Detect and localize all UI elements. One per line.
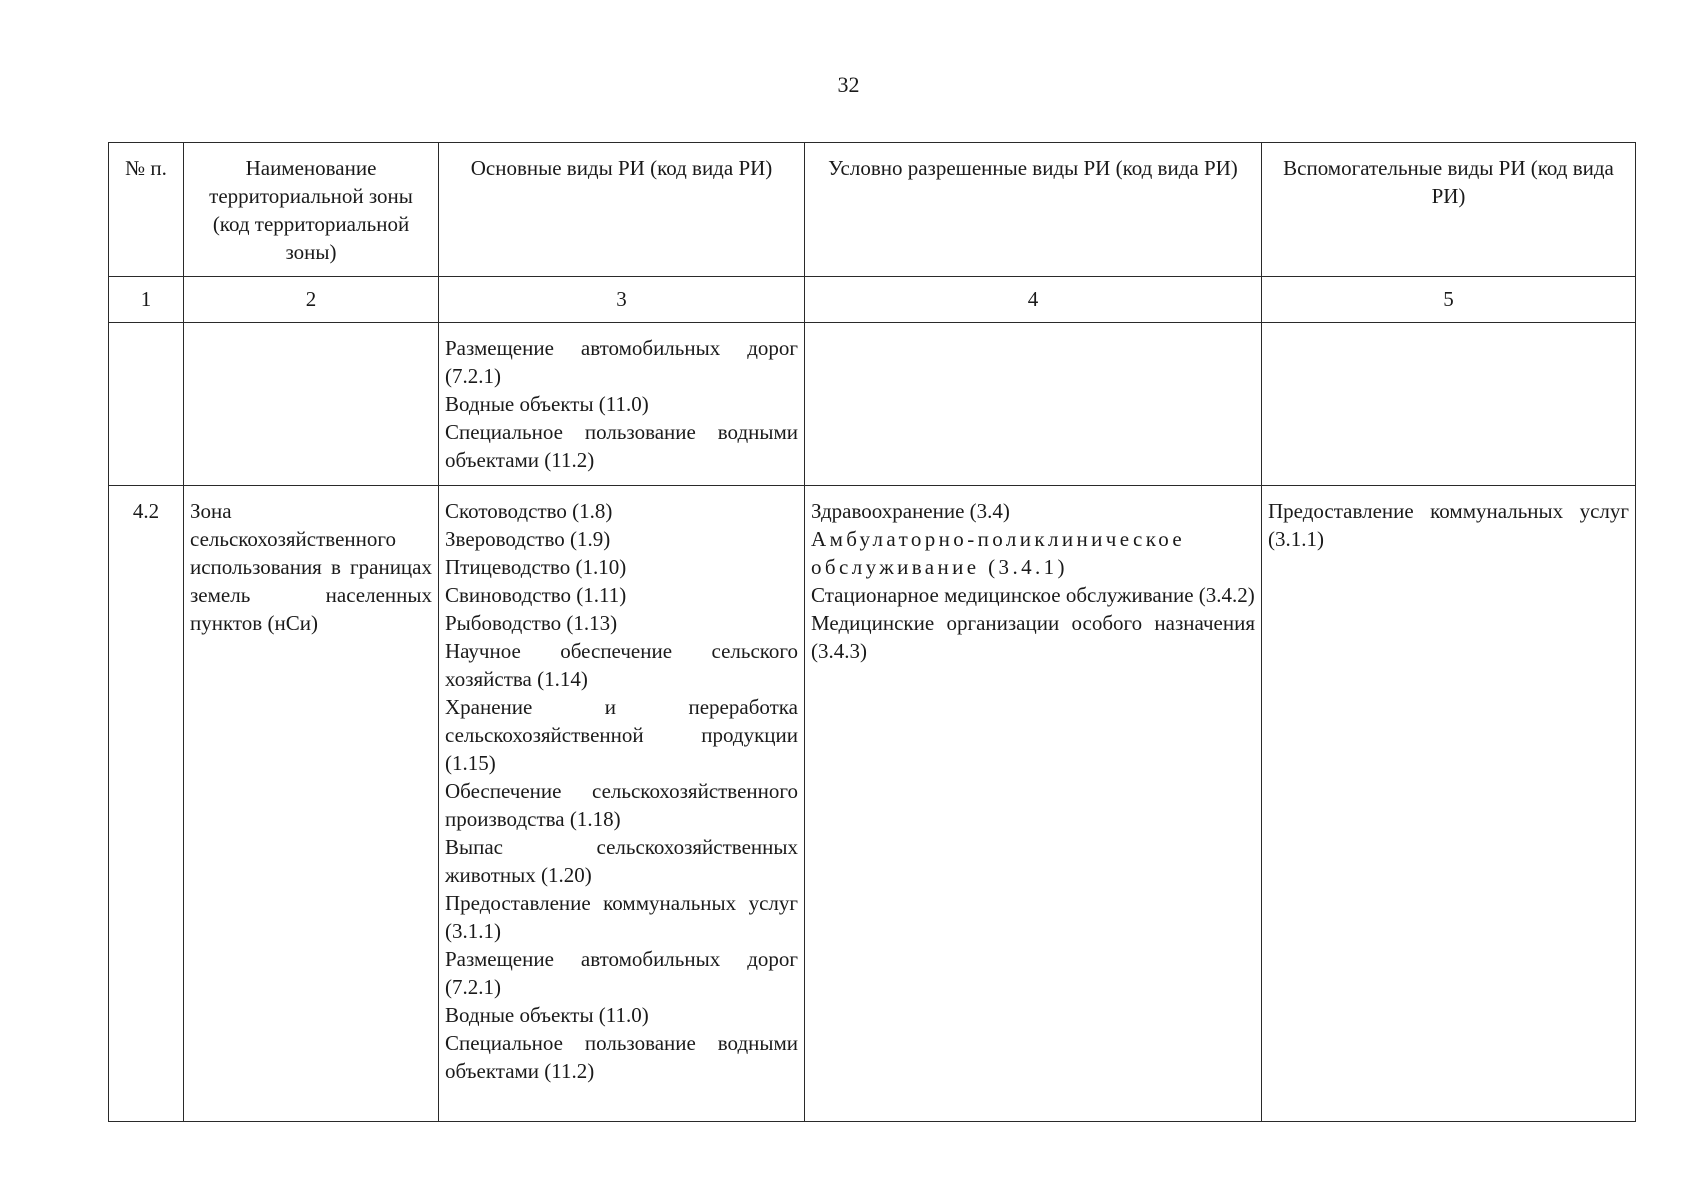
row-number-cell [109,323,184,486]
list-item: Предоставление коммунальных услуг (3.1.1) [445,891,798,943]
main-types-cell [439,323,805,486]
table-row [109,486,1636,1122]
list-item: Скотоводство (1.8) [445,499,613,523]
header-zone-name: Наименование территориальной зоны (код территориальной зоны) [184,143,439,277]
zones-table [108,142,1636,1122]
list-item: Специальное пользование водными объектами (11.2) [445,420,798,472]
list-item: Водные объекты (11.0) [445,1003,649,1027]
list-item: Обеспечение сельскохозяйственного производства (1.18) [445,779,798,831]
list-item: Амбулаторно-поликлиническое обслуживание (3.4.1) [811,527,1186,579]
list-item: Медицинские организации особого назначения (3.4.3) [811,611,1255,663]
conditional-types-cell [805,486,1262,1122]
column-number: 3 [439,277,805,323]
list-item: Размещение автомобильных дорог (7.2.1) [445,947,798,999]
main-types-cell [439,486,805,1122]
page-number: 32 [837,72,860,97]
auxiliary-types-cell [1262,486,1636,1122]
zone-name-cell [184,323,439,486]
list-item: Водные объекты (11.0) [445,392,649,416]
list-item: Свиноводство (1.11) [445,583,627,607]
column-number: 1 [109,277,184,323]
list-item: Выпас сельскохозяйственных животных (1.20) [445,835,798,887]
table-row [109,323,1636,486]
list-item: Птицеводство (1.10) [445,555,627,579]
conditional-types-cell [805,323,1262,486]
list-item: Стационарное медицинское обслуживание (3.4.2) [811,583,1255,607]
table-header-row [109,143,1636,277]
column-number: 2 [184,277,439,323]
list-item: Звероводство (1.9) [445,527,611,551]
list-item: Предоставление коммунальных услуг (3.1.1) [1268,499,1629,551]
header-number: № п. [109,143,184,277]
column-number: 4 [805,277,1262,323]
header-main-types: Основные виды РИ (код вида РИ) [439,143,805,277]
list-item: Рыбоводство (1.13) [445,611,618,635]
header-auxiliary-types: Вспомогательные виды РИ (код вида РИ) [1262,143,1636,277]
zone-name-cell: Зона сельскохозяйственного использования в границах земель населенных пунктов (нСи) [184,486,439,1122]
header-conditional-types: Условно разрешенные виды РИ (код вида РИ) [805,143,1262,277]
row-number-cell: 4.2 [109,486,184,1122]
list-item: Здравоохранение (3.4) [811,499,1010,523]
column-numbers-row [109,277,1636,323]
list-item: Размещение автомобильных дорог (7.2.1) [445,336,798,388]
auxiliary-types-cell [1262,323,1636,486]
list-item: Хранение и переработка сельскохозяйственной продукции (1.15) [445,695,798,775]
column-number: 5 [1262,277,1636,323]
list-item: Научное обеспечение сельского хозяйства (1.14) [445,639,798,691]
list-item: Специальное пользование водными объектами (11.2) [445,1031,798,1083]
